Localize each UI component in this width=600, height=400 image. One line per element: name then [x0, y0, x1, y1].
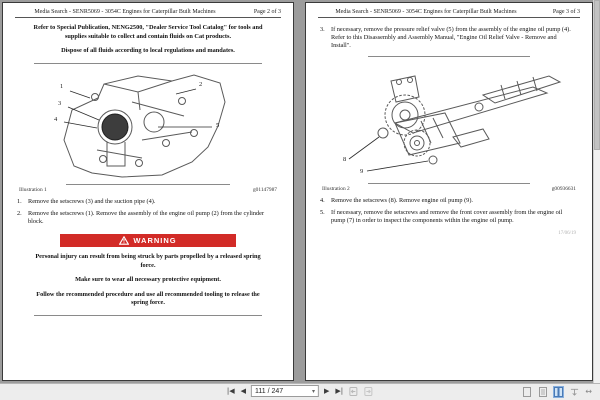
illustration-caption: [322, 186, 576, 192]
step-text: If necessary, remove the setscrews and remove the front cover assembly from the engine oil pump (7) in order to inspect the components within the engine oil pump.: [331, 208, 563, 224]
previous-page-button[interactable]: ◀: [240, 386, 246, 395]
illustration-ref-number: g01147987: [252, 186, 277, 193]
callout-1: 1: [60, 82, 64, 90]
page-navigation-group: [226, 385, 374, 397]
page-number-value: 111 / 247: [255, 387, 284, 395]
step-item: [320, 26, 578, 51]
scrollbar-thumb[interactable]: [594, 0, 600, 150]
illustration-caption: [19, 187, 277, 193]
section-divider: [34, 315, 263, 316]
print-date: 17/06/19: [558, 231, 576, 236]
engine-line-art: [42, 70, 254, 182]
first-page-button[interactable]: |◀: [226, 386, 235, 395]
step-item: [17, 198, 279, 206]
step-number: 3.: [320, 26, 325, 33]
warning-triangle-icon: [119, 236, 129, 245]
step-number: 1.: [17, 197, 22, 205]
page-header: [15, 7, 281, 18]
step-number: 2.: [17, 209, 22, 217]
step-item: [17, 210, 279, 226]
callout-4: 4: [54, 115, 58, 123]
illustration-divider: [368, 183, 530, 184]
page-header-number: Page 2 of 3: [253, 9, 281, 15]
oil-pump-line-art: [333, 63, 565, 181]
procedure-steps: [320, 197, 578, 226]
callout-2: 2: [199, 80, 203, 88]
section-divider: [34, 63, 263, 64]
page-header: [318, 7, 580, 18]
warning-text: Make sure to wear all necessary protective equipment.: [75, 276, 221, 284]
step-text: Remove the setscrews (8). Remove engine oil pump (9).: [331, 196, 473, 204]
procedure-steps: [320, 26, 578, 51]
illustration-2-figure: [333, 63, 565, 181]
two-page-view-icon[interactable]: [553, 386, 564, 398]
callout-9: 9: [360, 167, 364, 175]
callout-5: 5: [216, 121, 220, 129]
view-mode-group: [521, 386, 592, 398]
step-number: 4.: [320, 196, 325, 204]
last-page-button[interactable]: ▶|: [335, 386, 344, 395]
warning-banner: [60, 234, 236, 247]
document-page-2: [2, 2, 294, 381]
section-divider: [368, 56, 530, 57]
warning-title: WARNING: [133, 236, 177, 246]
document-page-3: [305, 2, 593, 381]
illustration-ref-number: g00936631: [551, 185, 576, 192]
pan-icon[interactable]: ↔: [585, 387, 592, 396]
warning-text: Follow the recommended procedure and use all recommended tooling to release the spring force.: [36, 290, 260, 307]
page-header-title: Media Search - SENR5069 - 3054C Engines for Caterpillar Built Machines: [34, 9, 216, 15]
page-dropdown-icon[interactable]: ▾: [311, 387, 315, 395]
next-view-icon[interactable]: [363, 386, 374, 397]
viewer-toolbar: [0, 383, 600, 400]
step-item: [320, 197, 578, 205]
warning-text: Personal injury can result from being struck by parts propelled by a released spring force.: [35, 253, 261, 269]
illustration-label: Illustration 2: [322, 185, 350, 192]
step-text: Remove the setscrews (1). Remove the assembly of the engine oil pump (2) from the cylinder block.: [28, 209, 265, 225]
page-header-number: Page 3 of 3: [552, 9, 580, 15]
step-item: [320, 209, 578, 225]
illustration-label: Illustration 1: [19, 186, 47, 193]
step-number: 5.: [320, 208, 325, 216]
step-text: Remove the setscrews (3) and the suction pipe (4).: [28, 197, 156, 205]
next-page-button[interactable]: ▶: [324, 386, 330, 395]
continuous-view-icon[interactable]: [537, 386, 548, 398]
callout-3: 3: [58, 99, 62, 107]
page-header-title: Media Search - SENR5069 - 3054C Engines for Caterpillar Built Machines: [335, 9, 517, 15]
illustration-1-figure: [42, 70, 254, 182]
vertical-scrollbar[interactable]: [593, 0, 600, 383]
page-number-input[interactable]: [251, 385, 319, 397]
fit-width-icon[interactable]: [569, 386, 580, 398]
notice-paragraph: Dispose of all fluids according to local regulations and mandates.: [61, 47, 235, 54]
illustration-divider: [66, 184, 231, 185]
single-page-view-icon[interactable]: [521, 386, 532, 398]
notice-paragraph: Refer to Special Publication, NENG2500, "Dealer Service Tool Catalog" for tools and supplies suitable to collect and contain fluids on Cat products.: [33, 24, 263, 40]
callout-8: 8: [343, 155, 347, 163]
step-text: If necessary, remove the pressure relief valve (5) from the assembly of the engine oil pump (4). Refer to this Disassembly and Assembly Manual, "Engine Oil Relief Valve - Remove and Install".: [331, 26, 571, 50]
procedure-steps: [17, 198, 279, 227]
previous-view-icon[interactable]: [348, 386, 359, 397]
